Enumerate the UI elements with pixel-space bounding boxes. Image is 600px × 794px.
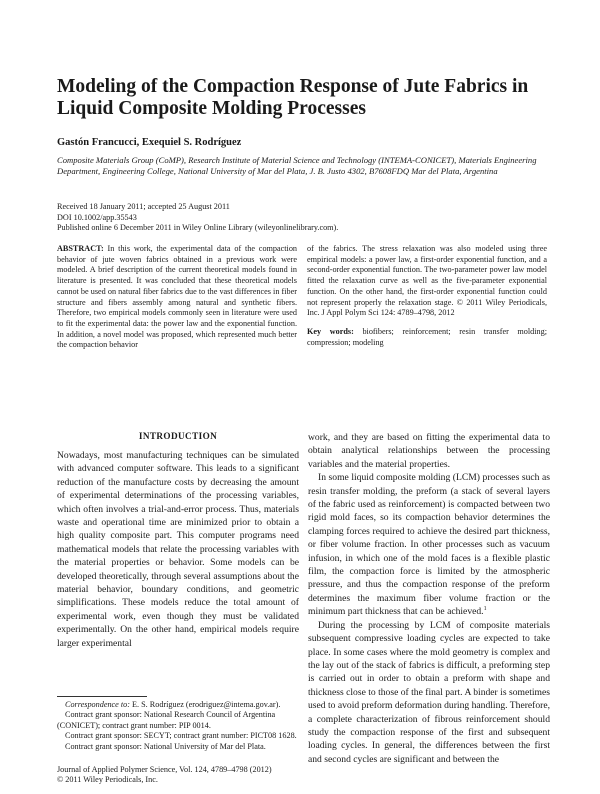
abstract-label: ABSTRACT: <box>57 244 104 253</box>
author-list: Gastón Francucci, Exequiel S. Rodríguez <box>57 137 242 148</box>
correspondence-text: E. S. Rodríguez (erodriguez@intema.gov.ar). <box>132 700 281 709</box>
body-right-column <box>308 431 550 766</box>
abstract-text-right: of the fabrics. The stress relaxation was also modeled using three empirical models: a power law, a first-order exponential function, and a second-order exponential function. The two-parameter power law model fitted the relaxation curve as well as the five-parameter exponential function. On the other hand, the first-order exponential function could not represent properly the relaxation stage. © 2011 Wiley Periodicals, Inc. J Appl Polym Sci 124: 4789–4798, 2012 <box>307 244 547 318</box>
correspondence-label: Correspondence to: <box>65 700 130 709</box>
footnotes <box>57 700 299 752</box>
abstract-text-left: In this work, the experimental data of the compaction behavior of jute woven fabrics obtained in a previous work were modeled. A brief description of the current theoretical models found in literature is presented. It was concluded that these theoretical models cannot be used on natural fiber fabrics due to the vast differences in fiber structure and fibers assembly among natural and synthetic fibers. Therefore, two empirical models commonly seen in literature were used to fit the experimental data: the power law and the exponential function. In addition, a novel model was proposed, which represented much better the compaction behavior <box>57 244 298 350</box>
journal-info <box>57 765 307 786</box>
journal-copyright: © 2011 Wiley Periodicals, Inc. <box>57 775 158 785</box>
keywords <box>307 327 547 348</box>
publication-dates <box>57 202 547 234</box>
paper-title: Modeling of the Compaction Response of Jute Fabrics in Liquid Composite Molding Processes <box>57 76 529 119</box>
keywords-list: biofibers; reinforcement; resin transfer molding; compression; modeling <box>307 326 547 347</box>
correspondence-note <box>57 700 299 710</box>
doi: DOI 10.1002/app.35543 <box>57 212 137 222</box>
reference-marker: 1 <box>483 606 487 613</box>
intro-paragraph-1-cont: work, and they are based on fitting the experimental data to obtain analytical relationships between the processing variables and the material properties. <box>308 432 550 470</box>
intro-paragraph-2 <box>308 471 550 618</box>
body-left-column <box>57 430 299 650</box>
received-date: Received 18 January 2011; accepted 25 August 2011 <box>57 202 230 211</box>
section-heading-introduction: INTRODUCTION <box>138 431 218 441</box>
intro-paragraph-3: During the processing by LCM of composite materials subsequent compressive loading cycles are expected to take place. In some cases where the mold geometry is complex and the lay out of the stack of fabrics is difficult, a preforming step is carried out in order to obtain a preform with shape and thickness close to those of the final part. A binder is sometimes used to avoid preform deformation during handling. Therefore, a complete characterization of fibrous reinforcement should study the compaction response of the first and subsequent loading cycles. In general, the differences between the first and second cycles are significant and between the <box>308 619 550 765</box>
journal-citation: Journal of Applied Polymer Science, Vol. 124, 4789–4798 (2012) <box>57 765 272 774</box>
abstract-right-column <box>307 244 547 348</box>
abstract-left-column <box>57 244 297 351</box>
grant-note-2: Contract grant sponsor: SECYT; contract grant number: PICT08 1628. <box>65 731 297 741</box>
affiliation: Composite Materials Group (CoMP), Research Institute of Material Science and Technology (INTEMA-CONICET), Materials Engineering Department, Engineering College, National University of Mar del Plata, J. B. Justo 4302, B7608FDQ Mar del Plata, Argentina <box>57 155 537 177</box>
grant-note-3: Contract grant sponsor: National University of Mar del Plata. <box>65 741 266 751</box>
intro-paragraph-2-text: In some liquid composite molding (LCM) processes such as resin transfer molding, the preform (a stack of several layers of the fabric used as reinforcement) is compacted between two rigid mold faces, so its compaction behavior determines the clamping forces required to achieve the desired part thickness, or fiber volume fraction. In other processes such as vacuum infusion, in which one of the mold faces is a flexible plastic film, the compaction force is limited by the atmospheric pressure, and thus the compaction response of the preform determines the maximum fiber volume fraction or the minimum part thickness that can be achieved. <box>308 472 550 618</box>
footnote-divider <box>57 696 147 697</box>
intro-paragraph-1: Nowadays, most manufacturing techniques can be simulated with advanced computer software. This leads to a significant reduction of the manufacture costs by decreasing the amount of experimental determinations of the processing variables, which often involves a trial-and-error process. Thus, materials waste and operational time are minimized prior to obtain a high quality composite part. This computer programs need mathematical models that relate the processing variables with the material properties or behavior. Some models can be developed theoretically, through several assumptions about the material behavior, boundary conditions, and geometric simplifications. These models reduce the total amount of experimental work, even though they must be validated experimentally. On the other hand, empirical models require larger experimental <box>57 450 299 649</box>
published-date: Published online 6 December 2011 in Wiley Online Library (wileyonlinelibrary.com). <box>57 223 339 232</box>
keywords-label: Key words: <box>307 326 354 336</box>
grant-note-1: Contract grant sponsor: National Research Council of Argentina (CONICET); contract grant number: PIP 0014. <box>57 710 276 730</box>
